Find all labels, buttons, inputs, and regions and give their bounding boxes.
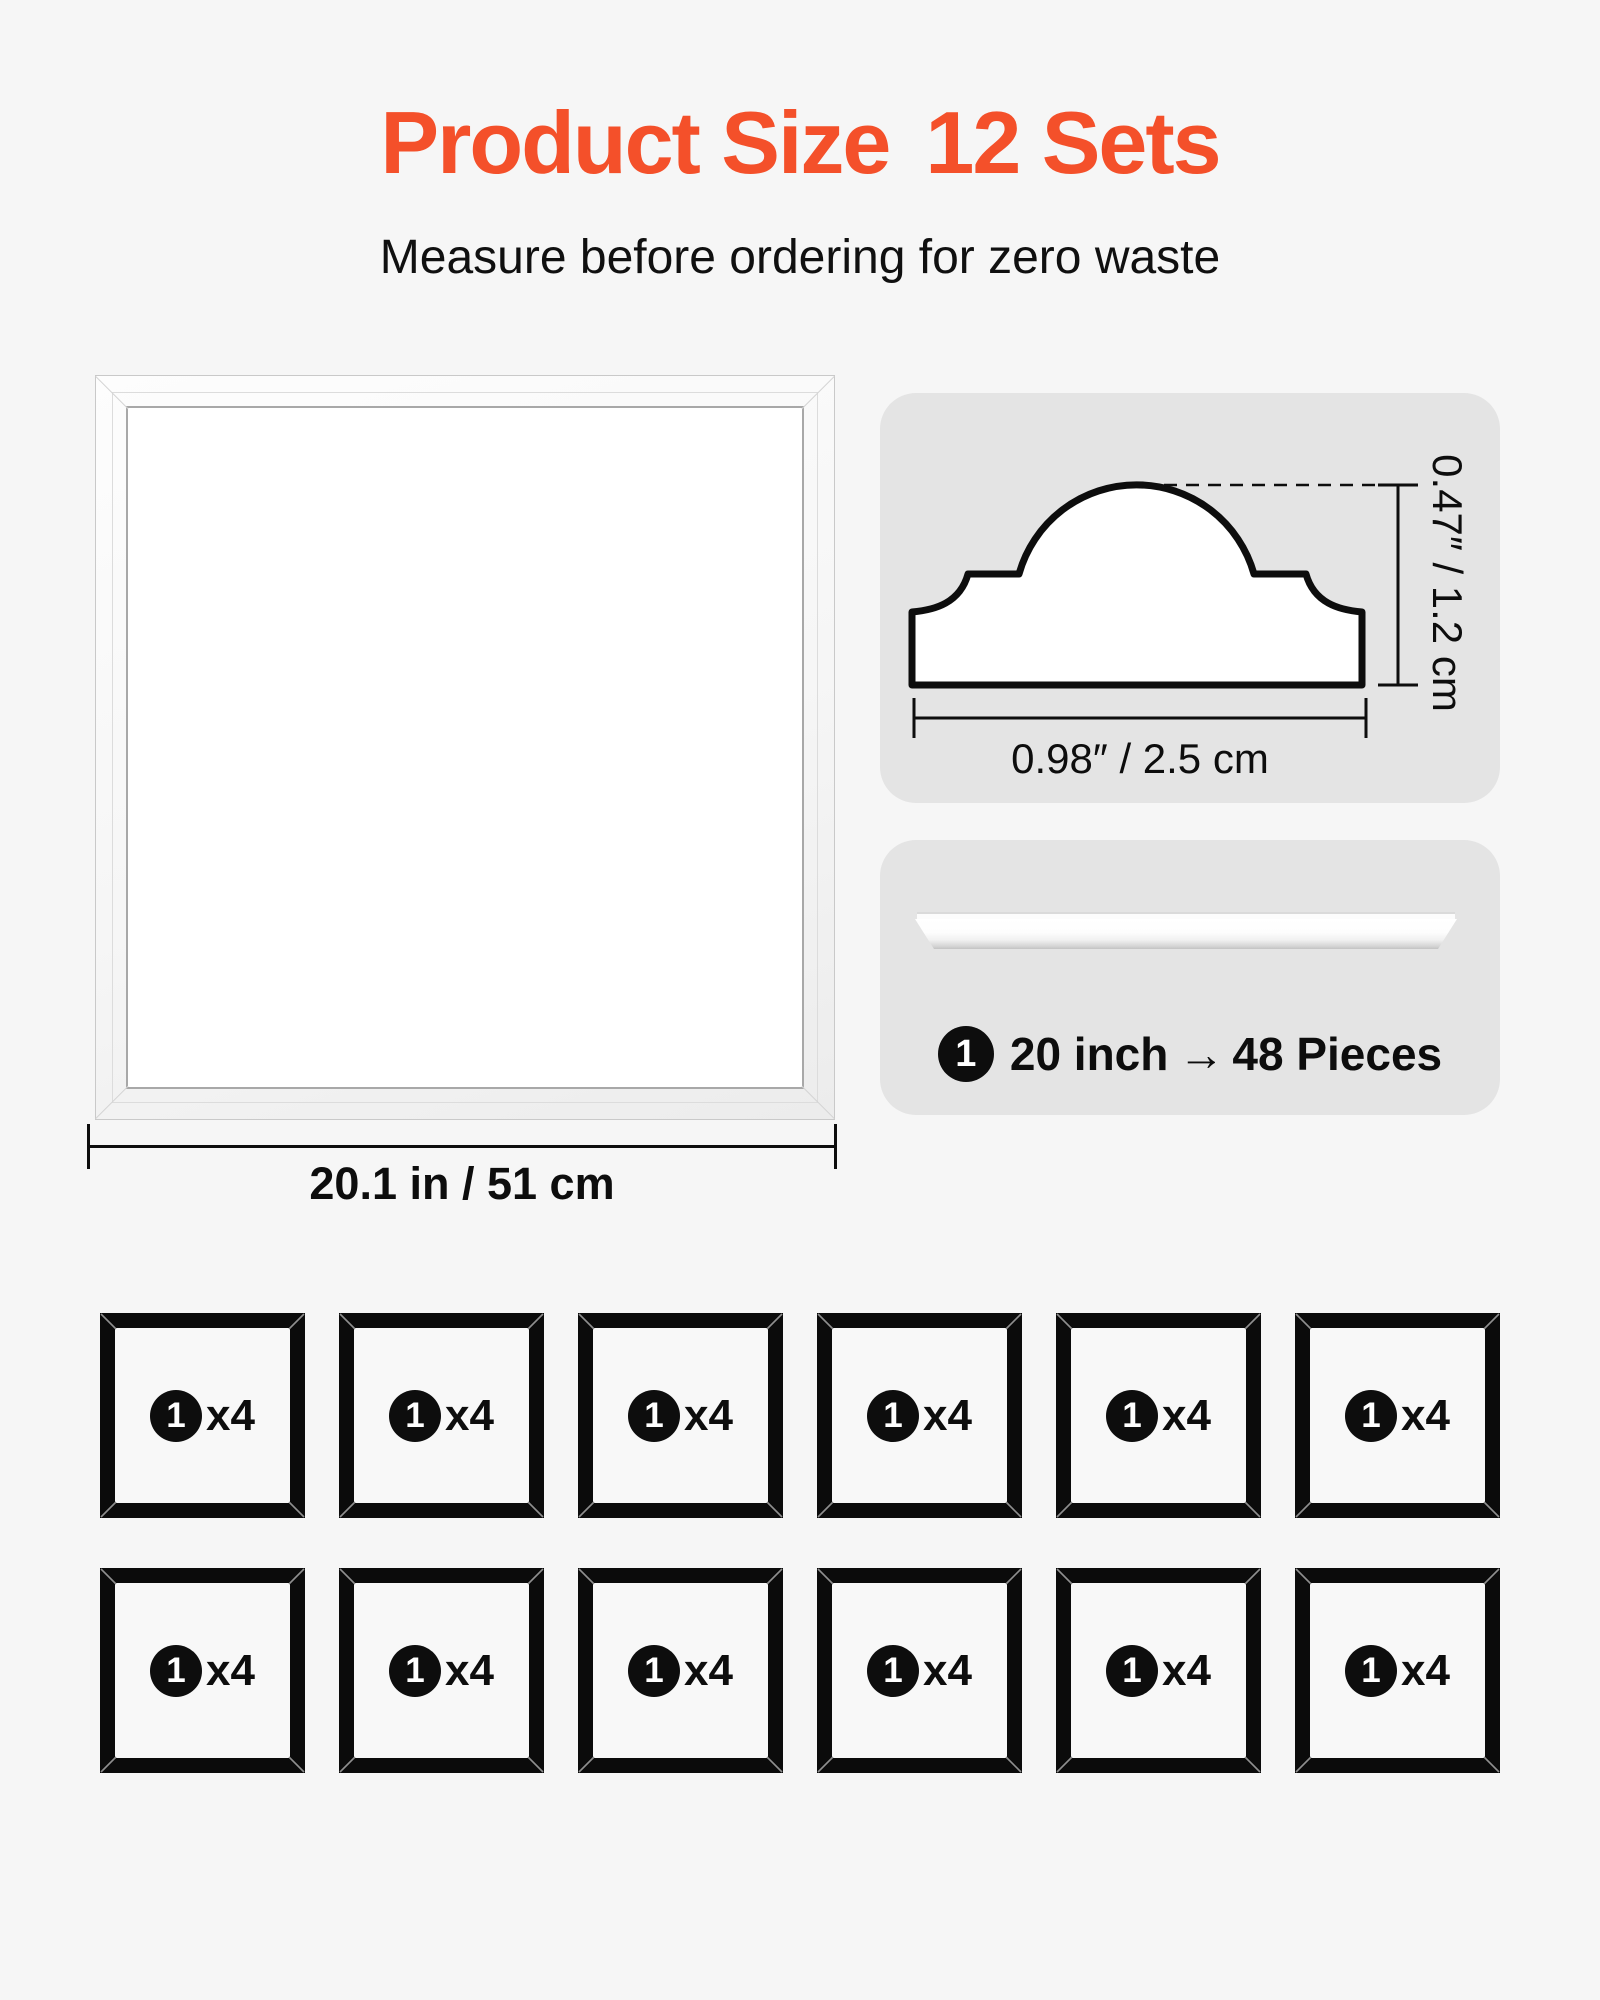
style-1-badge: 1 (1345, 1390, 1397, 1442)
piece-count-label (1010, 1027, 1442, 1081)
molding-profile-card (880, 393, 1500, 803)
set-frame-7 (100, 1568, 305, 1773)
arrow-icon: → (1178, 1028, 1225, 1080)
miter-lines (578, 1568, 783, 1773)
style-1-badge: 1 (867, 1645, 919, 1697)
set-frame-4 (817, 1313, 1022, 1518)
set-frame-8 (339, 1568, 544, 1773)
set-frame-1 (100, 1313, 305, 1518)
pieces-card (880, 840, 1500, 1115)
style-1-badge: 1 (867, 1390, 919, 1442)
molding-strip-top-edge (917, 914, 1455, 919)
quantity-label: x4 (206, 1390, 255, 1440)
page-title (0, 92, 1600, 194)
frame-width-label: 20.1 in / 51 cm (309, 1158, 615, 1209)
page-subtitle: Measure before ordering for zero waste (379, 231, 1221, 284)
molding-strip-face (915, 919, 1457, 949)
style-1-badge: 1 (389, 1390, 441, 1442)
frame-miter-line (95, 1086, 128, 1119)
quantity-label: x4 (923, 1390, 972, 1440)
style-1-badge: 1 (1106, 1390, 1158, 1442)
set-frame-6 (1295, 1313, 1500, 1518)
piece-total: 48 Pieces (1232, 1028, 1443, 1080)
profile-height-label: 0.47″ / 1.2 cm (1424, 454, 1471, 712)
miter-lines (339, 1313, 544, 1518)
style-1-badge: 1 (628, 1645, 680, 1697)
quantity-label: x4 (923, 1645, 972, 1695)
miter-lines (1056, 1313, 1261, 1518)
quantity-label: x4 (1162, 1645, 1211, 1695)
frame-miter-line (95, 376, 128, 409)
page-title-main: Product Size (380, 93, 890, 192)
miter-lines (1295, 1568, 1500, 1773)
miter-lines (100, 1568, 305, 1773)
miter-lines (1295, 1313, 1500, 1518)
style-1-badge: 1 (389, 1645, 441, 1697)
frame-photo (95, 375, 835, 1120)
quantity-label: x4 (1401, 1390, 1450, 1440)
style-1-badge: 1 (1106, 1645, 1158, 1697)
profile-width-label: 0.98″ / 2.5 cm (1011, 735, 1269, 782)
sets-grid (100, 1313, 1500, 1773)
set-frame-12 (1295, 1568, 1500, 1773)
style-1-badge: 1 (1345, 1645, 1397, 1697)
set-frame-2 (339, 1313, 544, 1518)
miter-lines (817, 1313, 1022, 1518)
frame-miter-line (801, 1086, 834, 1119)
quantity-label: x4 (206, 1645, 255, 1695)
miter-lines (339, 1568, 544, 1773)
miter-lines (1056, 1568, 1261, 1773)
set-frame-11 (1056, 1568, 1261, 1773)
quantity-label: x4 (445, 1390, 494, 1440)
frame-width-dimension-line (87, 1145, 837, 1148)
set-frame-10 (817, 1568, 1022, 1773)
set-frame-5 (1056, 1313, 1261, 1518)
quantity-label: x4 (445, 1645, 494, 1695)
style-1-badge: 1 (150, 1645, 202, 1697)
page-title-sets: 12 Sets (925, 93, 1220, 192)
set-frame-9 (578, 1568, 783, 1773)
quantity-label: x4 (684, 1390, 733, 1440)
molding-profile-shape (912, 485, 1362, 685)
quantity-label: x4 (684, 1645, 733, 1695)
set-frame-3 (578, 1313, 783, 1518)
style-1-badge: 1 (628, 1390, 680, 1442)
piece-count-row (880, 1026, 1500, 1082)
frame-miter-line (801, 376, 834, 409)
quantity-label: x4 (1401, 1645, 1450, 1695)
piece-length: 20 inch (1009, 1028, 1169, 1080)
molding-strip-photo (915, 912, 1457, 952)
miter-lines (578, 1313, 783, 1518)
quantity-label: x4 (1162, 1390, 1211, 1440)
style-1-badge: 1 (150, 1390, 202, 1442)
miter-lines (817, 1568, 1022, 1773)
miter-lines (100, 1313, 305, 1518)
style-1-badge: 1 (938, 1026, 994, 1082)
